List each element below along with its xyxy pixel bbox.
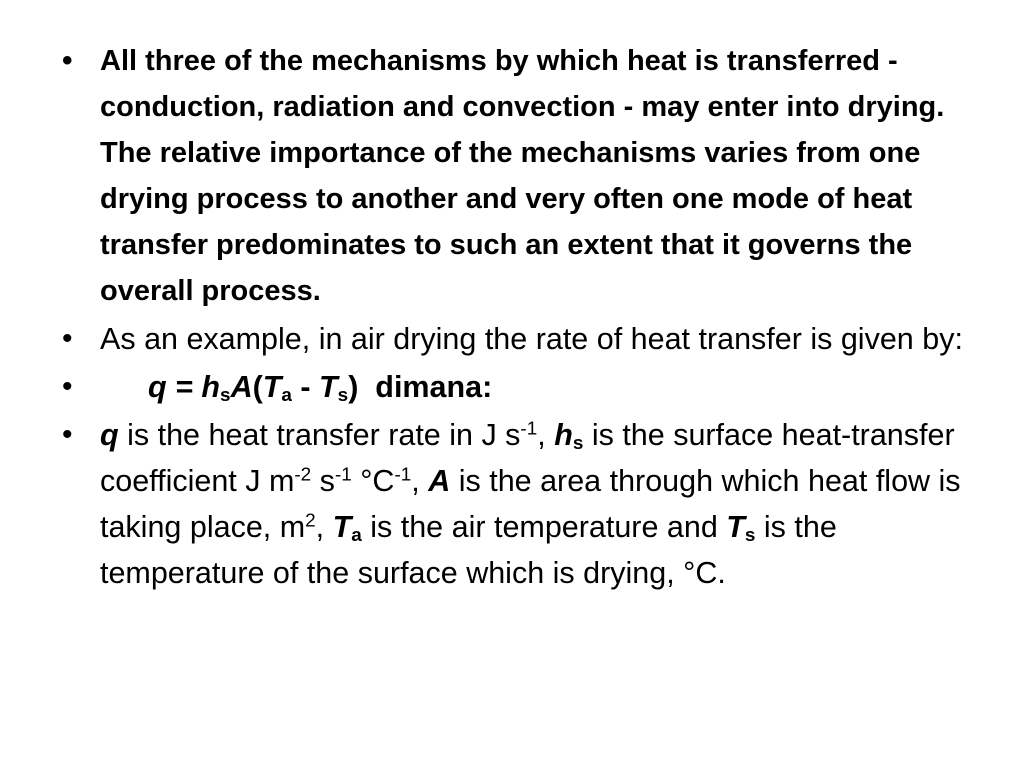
- paragraph-text: As an example, in air drying the rate of heat transfer is given by:: [100, 322, 963, 356]
- bullet-icon: •: [62, 322, 73, 355]
- text-run: is the air temperature and: [361, 510, 727, 544]
- formula-h-sub: s: [220, 385, 231, 407]
- slide-body: [62, 38, 982, 596]
- paragraph-text: All three of the mechanisms by which heat is transferred - conduction, radiation and convection - may enter into drying. The relative importance of the mechanisms varies from one drying process to another and very often one mode of heat transfer predominates to such an extent that it governs the overall process.: [100, 45, 945, 307]
- subscript: s: [572, 433, 584, 455]
- bullet-formula: [62, 364, 982, 410]
- formula-open-paren: (: [252, 370, 263, 404]
- heat-transfer-formula: [100, 370, 493, 407]
- subscript: s: [744, 525, 756, 547]
- superscript: -2: [294, 464, 312, 486]
- text-run: is the temperature of the surface which is drying, °C.: [100, 510, 837, 590]
- text-run: ,: [537, 418, 555, 452]
- var-Ts: T: [726, 510, 745, 544]
- formula-minus: -: [291, 370, 320, 404]
- formula-Ta: T: [262, 370, 282, 404]
- text-run: is the area through which heat flow is taking place, m: [100, 464, 961, 544]
- text-run: ,: [315, 510, 333, 544]
- formula-Ta-sub: a: [281, 385, 292, 407]
- superscript: 2: [305, 510, 316, 532]
- var-q: q: [100, 418, 119, 452]
- bullet-icon: •: [62, 370, 73, 403]
- superscript: -1: [334, 464, 352, 486]
- text-run: is the heat transfer rate in J s: [118, 418, 521, 452]
- formula-Ts: T: [319, 370, 338, 404]
- text-run: s: [311, 464, 335, 498]
- text-run: is the surface heat-transfer coefficient J m: [100, 418, 955, 498]
- bullet-paragraph-2: [62, 316, 982, 362]
- formula-Ts-sub: s: [337, 385, 349, 407]
- formula-dimana: dimana:: [358, 370, 493, 404]
- bullet-paragraph-4: [62, 412, 982, 596]
- paragraph-text: [100, 418, 961, 590]
- text-run: °C: [351, 464, 395, 498]
- superscript: -1: [520, 418, 538, 440]
- text-run: ,: [411, 464, 429, 498]
- formula-A: A: [230, 370, 253, 404]
- bullet-icon: •: [62, 44, 73, 77]
- formula-close-paren: ): [348, 370, 359, 404]
- formula-equals: =: [166, 370, 202, 404]
- subscript: a: [351, 525, 362, 547]
- bullet-icon: •: [62, 418, 73, 451]
- formula-h: h: [201, 370, 221, 404]
- var-A: A: [428, 464, 451, 498]
- var-h: h: [554, 418, 573, 452]
- var-Ta: T: [332, 510, 352, 544]
- superscript: -1: [394, 464, 412, 486]
- bullet-paragraph-1: [62, 38, 982, 314]
- formula-q: q: [148, 370, 167, 404]
